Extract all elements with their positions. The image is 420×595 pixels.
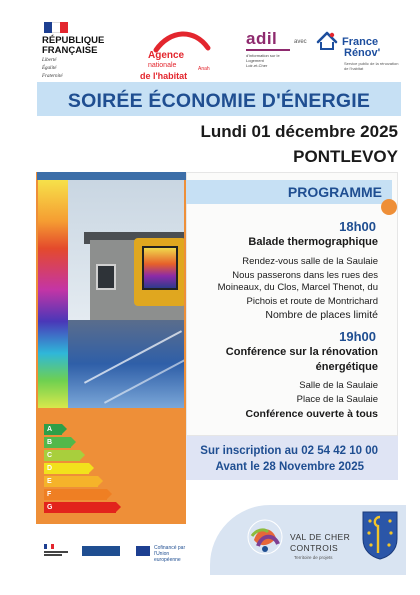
energy-class-c (44, 450, 80, 461)
energy-class-d (44, 463, 89, 474)
vdc-line1: VAL DE CHER (290, 532, 351, 542)
energy-class-label: A (47, 426, 53, 433)
header-logos (0, 0, 420, 86)
programme-heading: PROGRAMME (287, 184, 382, 200)
eu-cofinance-note: Cofinancé par l'Union européenne (154, 545, 186, 563)
marianne-flag-icon (44, 22, 68, 33)
thermal-camera-screen (142, 246, 178, 290)
anah-tagline: Anah (198, 66, 210, 72)
photo-window (96, 264, 116, 290)
event-title: SOIRÉE ÉCONOMIE D'ÉNERGIE (67, 90, 371, 112)
energy-class-label: C (47, 452, 53, 459)
partner-logos-strip (44, 540, 194, 564)
adil-sub-2: Logement (246, 58, 264, 63)
vdc-line2: CONTROIS (290, 543, 339, 553)
slot1-line: Rendez-vous salle de la Saulaie (242, 256, 378, 267)
house-icon (316, 30, 338, 52)
republique-francaise-logo (42, 22, 122, 80)
energy-class-f (44, 489, 107, 500)
slot1-line: Pichois et route de Montrichard (246, 296, 378, 307)
vdc-line3: Territoire de projets (294, 555, 333, 560)
energy-class-label: G (47, 504, 53, 511)
slot2-line: Conférence ouverte à tous (245, 408, 378, 420)
slot2-time: 19h00 (339, 329, 376, 344)
slot1-line: Nous passerons dans les rues des (232, 270, 378, 281)
slot1-time: 18h00 (339, 219, 376, 234)
eu-flag-icon (136, 546, 150, 556)
adil-logo (246, 30, 290, 68)
pontlevoy-crest-icon (360, 509, 400, 561)
republique-name-1: RÉPUBLIQUE (42, 35, 105, 46)
thermal-scale (38, 180, 68, 408)
anah-line3: de l'habitat (140, 71, 188, 81)
adil-divider (246, 49, 290, 51)
avec-label: avec (294, 39, 307, 45)
val-de-cher-controis-logo-icon (244, 516, 286, 558)
slot2-line: Salle de la Saulaie (299, 380, 378, 391)
event-place: PONTLEVOY (293, 147, 398, 166)
energy-class-g (44, 502, 116, 513)
slot2-line: Place de la Saulaie (296, 394, 378, 405)
republique-motto-2: Égalité (42, 66, 57, 71)
anah-logo (140, 28, 220, 84)
anah-line2: nationale (148, 62, 177, 69)
adil-sub-3: Loir-et-Cher (246, 63, 268, 68)
energy-class-b (44, 437, 71, 448)
republique-motto-1: Liberté (42, 58, 57, 63)
photo-blue-ground (68, 320, 184, 408)
energy-class-e (44, 476, 98, 487)
republique-motto-3: Fraternité (42, 74, 63, 79)
inscription-band (186, 436, 398, 480)
anah-line1: Agence (148, 50, 185, 61)
inscription-phone: Sur inscription au 02 54 42 10 00 (200, 445, 378, 457)
adil-word: adil (246, 29, 278, 48)
energy-class-label: B (47, 439, 53, 446)
adil-sub-1: d'information sur le (246, 53, 280, 58)
slot2-event-line1: Conférence sur la rénovation (225, 346, 378, 358)
energy-class-label: D (47, 465, 53, 472)
energy-class-a (44, 424, 62, 435)
thermography-photo (38, 180, 184, 408)
energy-label-scale (44, 424, 184, 516)
inscription-deadline: Avant le 28 Novembre 2025 (215, 461, 364, 473)
energy-class-label: E (47, 478, 52, 485)
energy-class-label: F (47, 491, 52, 498)
republique-name-2: FRANÇAISE (42, 45, 98, 56)
footer-orange-bar (36, 516, 186, 524)
blue-accent-bar (37, 172, 187, 180)
region-logo (82, 546, 120, 556)
france-renov-word2: Rénov' (344, 47, 381, 59)
slot1-line: Nombre de places limité (265, 309, 378, 321)
orange-dot-icon (381, 199, 397, 215)
france-renov-sub: Service public de la rénovation de l'habitat (344, 61, 399, 71)
slot2-event-line2: énergétique (315, 361, 378, 373)
slot1-line: Moineaux, du Clos, Marcel Thenot, du (217, 282, 378, 293)
prefet-logo (44, 544, 72, 558)
slot1-event: Balade thermographique (248, 236, 378, 248)
event-date: Lundi 01 décembre 2025 (200, 122, 398, 141)
france-renov-word1: France (342, 36, 379, 48)
